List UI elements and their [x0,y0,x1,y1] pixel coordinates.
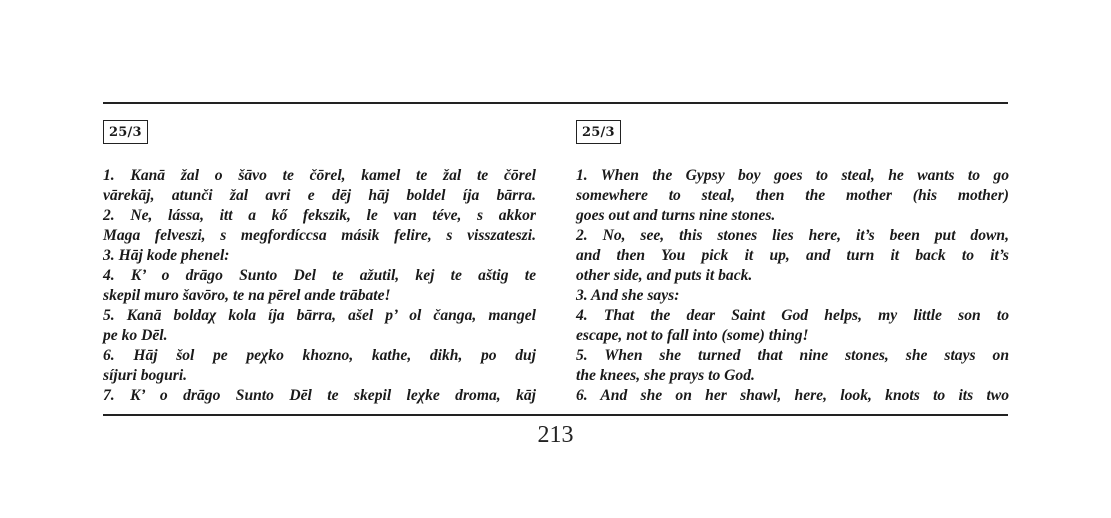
left-text-line: síjuri boguri. [103,367,188,384]
right-text-line: somewhere to steal, then the mother (his mother) [576,187,1009,204]
left-text-line: pe ko Dēl. [103,327,168,344]
left-text-line: 3. Hāj kode phenel: [103,247,230,264]
left-text-line: vārekāj, atunči žal avri e dēj hāj boldel íja bārra. [103,187,536,204]
left-text-line: 5. Kanā boldaχ kola íja bārra, ašel p’ ol čanga, mangel [103,307,536,324]
left-text-block [103,166,536,406]
right-text-block [576,166,1009,406]
right-text-line: and then You pick it up, and turn it back to it’s [576,247,1009,264]
left-entry-tag: 25/3 [103,120,148,144]
left-text-line: 6. Hāj šol pe peχko khozno, kathe, dikh, po duj [103,347,536,364]
right-text-line: 6. And she on her shawl, here, look, knots to its two [576,387,1009,404]
left-text-line: skepil muro šavōro, te na pērel ande trābate! [103,287,391,304]
left-text-line: Maga felveszi, s megfordíccsa másik felire, s visszateszi. [103,227,536,244]
right-text-line: 3. And she says: [576,287,680,304]
right-text-line: the knees, she prays to God. [576,367,755,384]
right-text-line: 4. That the dear Saint God helps, my little son to [576,307,1009,324]
right-text-line: other side, and puts it back. [576,267,753,284]
left-text-line: 4. K’ o drāgo Sunto Del te ažutil, kej te aštig te [103,267,536,284]
page-number: 213 [537,422,574,448]
right-column-english [576,120,1009,404]
bottom-rule [103,414,1008,416]
left-text-line: 1. Kanā žal o šāvo te čōrel, kamel te žal te čōrel [103,167,536,184]
right-text-line: 1. When the Gypsy boy goes to steal, he wants to go [576,167,1009,184]
right-text-line: 2. No, see, this stones lies here, it’s been put down, [576,227,1009,244]
left-text-line: 2. Ne, lássa, itt a kő fekszik, le van téve, s akkor [103,207,536,224]
left-text-line: 7. K’ o drāgo Sunto Dēl te skepil leχke droma, kāj [103,387,536,404]
left-column-romani [103,120,536,404]
right-text-line: escape, not to fall into (some) thing! [576,327,809,344]
top-rule [103,102,1008,104]
right-text-line: 5. When she turned that nine stones, she stays on [576,347,1009,364]
right-entry-tag: 25/3 [576,120,621,144]
right-text-line: goes out and turns nine stones. [576,207,776,224]
